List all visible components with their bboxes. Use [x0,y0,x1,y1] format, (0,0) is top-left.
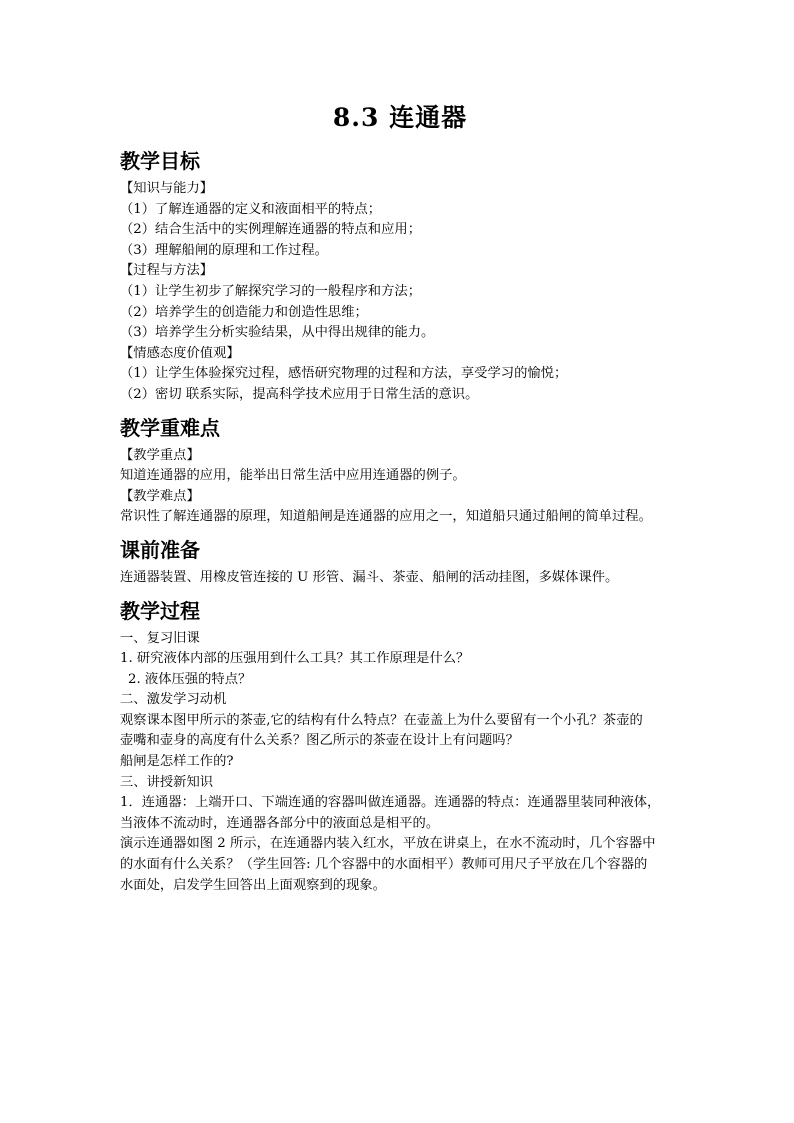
motivation-text: 壶嘴和壶身的高度有什么关系？图乙所示的茶壶在设计上有问题吗？ [120,733,519,749]
motivation-text: 船闸是怎样工作的? [120,754,234,770]
knowledge-item: （3）理解船闸的原理和工作过程。 [120,242,328,258]
new-knowledge-text: 水面处，启发学生回答出上面观察到的现象。 [120,877,386,893]
new-knowledge-heading: 三、讲授新知识 [120,774,214,790]
process-method-item: （2）培养学生的创造能力和创造性思维； [120,304,368,320]
motivation-text: 观察课本图甲所示的茶壶,它的结构有什么特点？在壶盖上为什么要留有一个小孔？茶壶的 [120,712,643,728]
preparation-text: 连通器装置、用橡皮管连接的 U 形管、漏斗、茶壶、船闸的活动挂图，多媒体课件。 [120,569,619,585]
teaching-difficulty-heading: 【教学难点】 [120,488,200,504]
teaching-difficulty-text: 常识性了解连通器的原理，知道船闸是连通器的应用之一，知道船只通过船闸的简单过程。 [120,509,652,525]
new-knowledge-text: 演示连通器如图 2 所示，在连通器内装入红水，平放在讲桌上，在水不流动时，几个容器中 [120,836,656,852]
key-points-heading: 教学重难点 [120,415,220,440]
preparation-heading: 课前准备 [120,537,200,562]
review-heading: 一、复习旧课 [120,630,200,646]
knowledge-item: （2）结合生活中的实例理解连通器的特点和应用； [120,222,421,238]
process-heading: 教学过程 [120,598,200,623]
document-page [120,100,680,896]
attitude-heading: 【情感态度价值观】 [120,345,240,361]
objectives-heading: 教学目标 [120,149,200,173]
review-question: 2. 液体压强的特点？ [128,671,252,687]
new-knowledge-text: 当液体不流动时，连通器各部分中的液面总是相平的。 [120,815,440,831]
teaching-focus-heading: 【教学重点】 [120,447,200,463]
process-method-item: （1）让学生初步了解探究学习的一般程序和方法； [120,283,421,299]
process-method-heading: 【过程与方法】 [120,263,214,279]
attitude-item: （2）密切 联系实际，提高科学技术应用于日常生活的意识。 [120,386,479,402]
new-knowledge-text: 1．连通器：上端开口、下端连通的容器叫做连通器。连通器的特点：连通器里装同种液体， [120,795,661,811]
process-method-item: （3）培养学生分析实验结果，从中得出规律的能力。 [120,325,435,341]
teaching-focus-text: 知道连通器的应用，能举出日常生活中应用连通器的例子。 [120,468,466,484]
new-knowledge-text: 的水面有什么关系？（学生回答: 几个容器中的水面相平）教师可用尺子平放在几个容器的 [120,857,648,873]
attitude-item: （1）让学生体验探究过程，感悟研究物理的过程和方法，享受学习的愉悦； [120,366,568,382]
knowledge-heading: 【知识与能力】 [120,181,214,196]
knowledge-item: （1）了解连通器的定义和液面相平的特点； [120,201,382,217]
document-title: 8.3 连通器 [332,103,468,132]
motivation-heading: 二、激发学习动机 [120,692,227,708]
review-question: 1. 研究液体内部的压强用到什么工具？其工作原理是什么？ [120,651,470,667]
